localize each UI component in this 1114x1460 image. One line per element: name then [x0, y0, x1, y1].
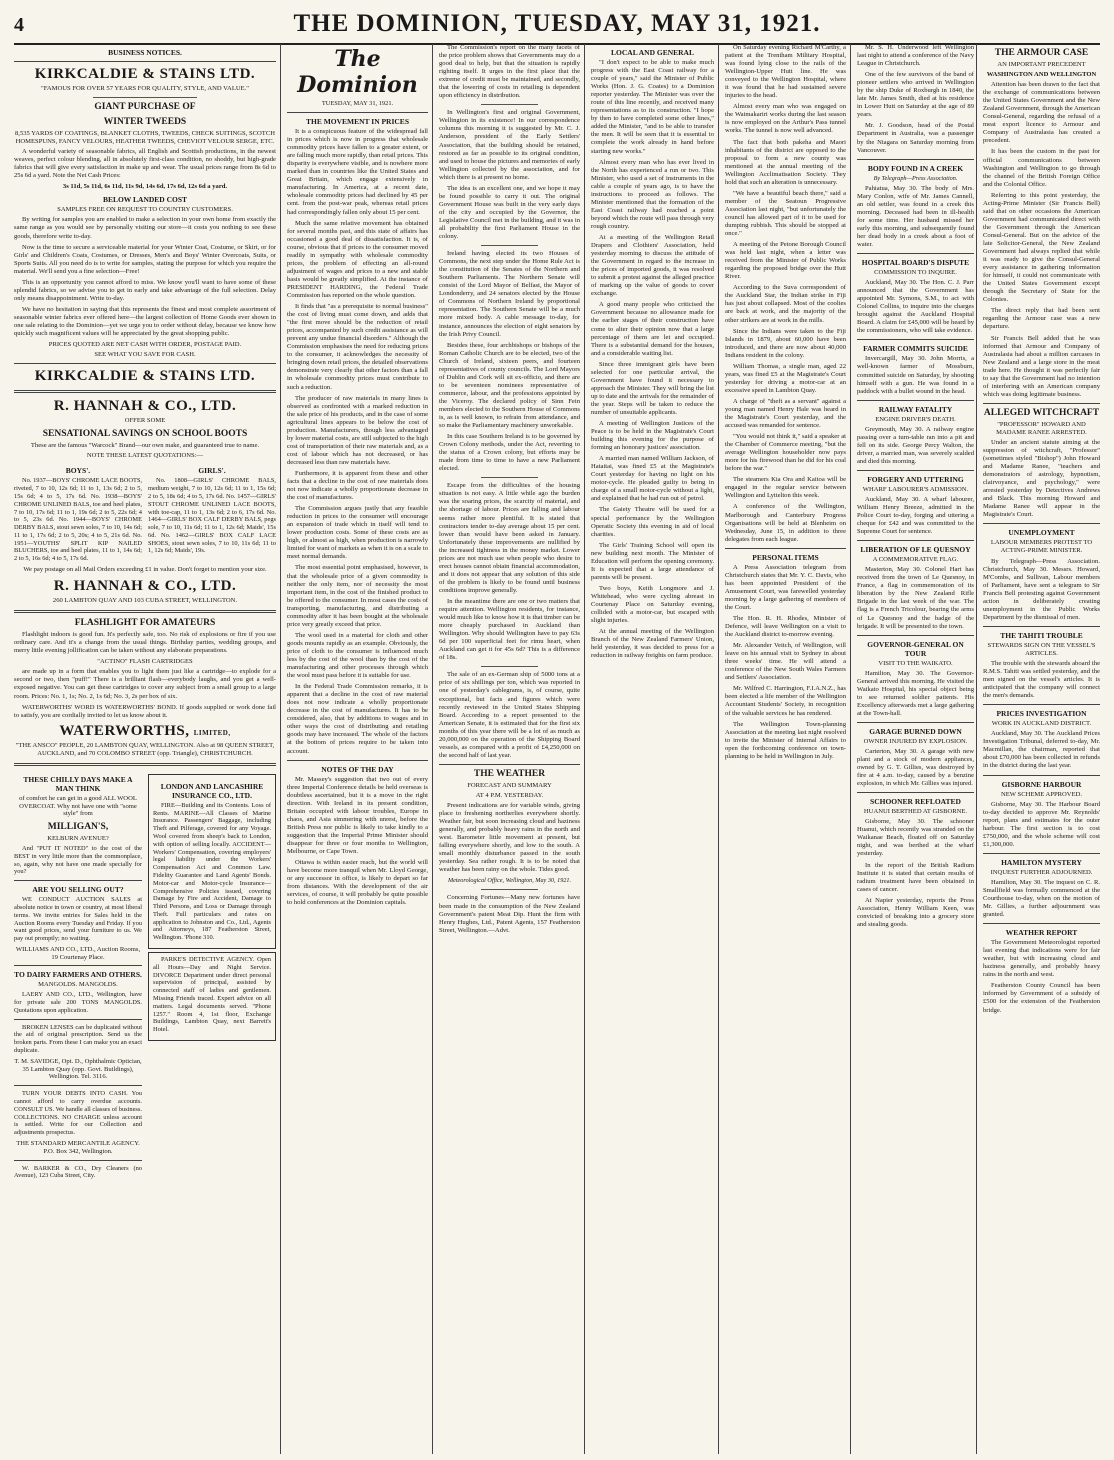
hannah-postage: We pay postage on all Mail Orders exceeding £1 in value. Don't forget to mention your size.: [23, 566, 267, 574]
milligan-title: MILLIGAN'S,: [47, 822, 109, 833]
ad-paragraph: Now is the time to secure a serviceable material for your Winter Coat, Costume, or Skirt, or for Girls' and Children's Coats, Costumes, or Dresses, Men's and Boys' Winter Overcoats, Suits, or Sports Suits. All you need do is to write for samples, stating the purpose for which you require the material. We'll send you a fine selection—Free!: [14, 243, 276, 275]
hannah-intro: These are the famous "Warcock" Brand—our own make, and guaranteed true to name.: [30, 442, 260, 450]
ad-paragraph: Flashlight indoors is good fun. It's perfectly safe, too. No risk of explosions or fire if you use ordinary care. And it's a change from the usual things. Birthday parties, wedding groups, and merry little evening jollification can be taken without any elaborate preparations.: [14, 631, 276, 655]
editorial-column: The Commission's report on the many facets of the price problem shows that Governments may do a good deal to help, but that the situation is rapidly righting itself. It urges in the first place that the extreme of credit must be maintained, and secondly, that the lowering of costs in retailing is dependent upon efficiency in distribution. In Wellington's first and original Government, Wellington in its existence! In our correspondence columns this morning it is suggested by Mr. C. J. Anderson, president of the Early Settlers' Association, that the building should be retained, restored as far as possible to its original condition, and used to house the pictures and memories of early Wellington collected by the association, and for which there is at present no home. The idea is an excellent one, and we hope it may be found possible to carry it out. The original Government House was built in the very early days of the city and occupied by the Governor, the Legislative Council met in the building, and it was in all probability the first Parliament House in the colony. Ireland having elected its two Houses of Commons, the next step under the Home Rule Act is the constitution of the Senates of the Northern and Southern Parliaments. The Northern Senate will consist of the Lord Mayor of Belfast, the Mayor of Londonderry, and 24 senators elected by the House of Commons of Northern Ireland by proportional representation. The Southern Senate will be a much more mixed body. A cable message to-day, for instance, announces the election of eight senators by the Irish Privy Council. Besides these, four archbishops or bishops of the Roman Catholic Church are to be elected, two of the Church of Ireland, sixteen peers, and fourteen representatives of county councils. The Lord Mayors of Dublin and Cork will sit ex-officio, and there are to be seventeen nominees representative of commerce, labour, and the professions appointed by the Viceroy. The declared policy of Sinn Fein members elected to the Southern House of Commons is, as is well known, to refrain from attendance, and so make the Parliamentary machinery unworkable. In this case Southern Ireland is to be governed by Crown Colony methods, under the Act, reverting to the status of a Crown colony, but efforts may be made from time to time to have a new Parliament elected. Escape from the difficulties of the housing situation is not easy. A little while ago the burden was the soaring prices, the scarcity of material, and the shortage of labour. Prices are falling and labour seems rather more plentiful. It is stated that contractors tender to-day average about 15 per cent. lower than would have been asked in January. Unfortunately these improvements are nullified by the increased tightness in the money market. Lower prices are not much use when people who desire to erect houses cannot obtain financial accommodation, and it does not appear that any solution of this side of the problem is likely to be found until business conditions improve generally. In the meantime there are one or two matters that require attention. Wellington residents, for instance, would much like to know how it is that timber can be more cheaply purchased in Auckland than Wellington. Why should Wellington have to pay 63s 6d per 100 superficial feet for rimu heart, when Auckland can get it for 45s 6d? This is a difference of 18s. The sale of an ex-German ship of 5000 tons at a price of six shillings per ton, which was reported in one of yesterday's cablegrams, is, of course, quite exceptional, but facts and figures which were recently reviewed in the United States Shipping Board. According to a report presented to the American Senate, it is estimated that for the first six months of this year there will be a lot of as much as 20,000,000 on the operation of the Shipping Board vessels, as compared with a profit of £4,250,000 on the second half of last year. THE WEATHER FORECAST AND SUMMARY AT 4 P.M. YESTERDAY. Present indications are for variable winds, giving place to freshening northerlies everywhere shortly. Weather fair, but soon increasing cloud and haziness generally, and probably heavy rains in the north and west. Barometer little movement at present, but falling everywhere shortly, and low to the south. A small monthly disturbance passed in the south yesterday. Sea rather rough. It is to be noted that weather has been rainy on the whole. Tides good. Meteorological Office, Wellington, May 30, 1921. Concerning Fortunes—Many new fortunes have been made in the consumption of the New Zealand Government's patent Meat Dip. Hunt the firm with Henry Hughes, Ltd., Patent Agents, 157 Featherston Street, Wellington.—Advt.: [432, 44, 580, 1454]
prices-investigation-heading: PRICES INVESTIGATION: [996, 709, 1087, 719]
masthead: [14, 10, 1100, 45]
page-number: 4: [14, 14, 24, 36]
garage-heading: GARAGE BURNED DOWN: [869, 726, 962, 736]
kirkcaldie-footer: KIRKCALDIE & STAINS LTD.: [34, 368, 256, 385]
boot-price-lists: [14, 462, 276, 566]
right-column: THE ARMOUR CASE AN IMPORTANT PRECEDENT WASHINGTON AND WELLINGTON Attention has been drawn to the fact that the exchange of communications between the United States Government and the New Zealand Government, through the American Consul-General, regarding the refusal of a meat export licence to Armour and Company of Australasia has created a precedent. It has been the custom in the past for official communications between Washington and Wellington to go through the channel of the British Foreign Office and the Colonial Office. Referring to this point yesterday, the Acting-Prime Minister (Sir Francis Bell) said that on other occasions the American Government had communicated direct with the Government through the American Consul-General. But on the advice of the late Solicitor-General, the New Zealand Government had always replied that while it was ready to give the Consul-General every assistance in gathering information for himself, it could not communicate with the United States Government except through the Secretary of State for the Colonies. The direct reply that had been sent regarding the Armour case was a new departure. Sir Francis Bell added that he was informed that Armour and Company of Australasia had about a million carcases in New Zealand and a large store in the meat trade here. He thought it was perfectly fair to say that the Government had no intention of interfering with an American company which was doing legitimate business. ALLEGED WITCHCRAFT "PROFESSOR" HOWARD AND MADAME RANEE ARRESTED. Under an ancient statute aiming at the suppression of witchcraft, "Professor" (sometimes styled "Bishop") John Howard and Madame Ranee, "teachers and demonstrators of astrology, hypnotism, clairvoyance, and psychology," were arrested yesterday by Detectives Andrews and Black. This morning Howard and Madame Ranee will appear in the Magistrate's Court. UNEMPLOYMENT LABOUR MEMBERS PROTEST TO ACTING-PRIME MINISTER. By Telegraph—Press Association. Christchurch, May 30. Messrs. Howard, M'Combs, and Sullivan, Labour members of Parliament, have sent a telegram to Sir Francis Bell protesting against Government action in deliberately creating unemployment in the Public Works Department by the dismissal of men. THE TAHITI TROUBLE STEWARDS SIGN ON THE VESSEL'S ARTICLES. The trouble with the stewards aboard the R.M.S. Tahiti was settled yesterday, and the men signed on the vessel's articles. It is anticipated that the company will connect the men's demands. PRICES INVESTIGATION WORK IN AUCKLAND DISTRICT. Auckland, May 30. The Auckland Prices Investigation Tribunal, deferred to-day, Mr. Macmillan, the chairman, reported that about £70,000 has been collected in refunds in the district during the last year. GISBORNE HARBOUR NEW SCHEME APPROVED. Gisborne, May 30. The Harbour Board to-day decided to approve Mr. Reynolds' report, plans and estimates for the outer harbour. The first section is to cost £750,000, and the whole scheme will cost £1,300,000. HAMILTON MYSTERY INQUEST FURTHER ADJOURNED. Hamilton, May 30. The inquest on C. R. Smallfield was formally commenced at the Courthouse to-day, when on the motion of Mr. Gillies, a further adjournment was granted. WEATHER REPORT The Government Meteorologist reported last evening that indications were for fair weather, but with increasing cloud and haziness generally, and probably heavy rains in the north and west. Featherston County Council has been informed by Government of a subsidy of £500 for the extension of the Featherston bridge.: [976, 44, 1100, 1454]
ad-paragraph: By writing for samples you are enabled to make a selection in your own home from exactly the same range as you would see by personally visiting our store—it costs you nothing to see these goods, therefore write to-day.: [14, 216, 276, 240]
kirkcaldie-slogan: "FAMOUS FOR OVER 57 YEARS FOR QUALITY, STYLE, AND VALUE.": [41, 85, 249, 92]
telegrams-column: Mr. S. H. Underwood left Wellington last night to attend a conference of the Navy League in Christchurch. One of the few survivors of the band of pioneer settlers who arrived in Wellington by the ship Duke of Roxburgh in 1840, the late Mr. James Smith, died at his residence in Lower Hutt on Saturday at the age of 89 years. Mr. J. Goodson, head of the Postal Department in Australia, was a passenger by the Niagara on Saturday morning from Vancouver. BODY FOUND IN A CREEK By Telegraph—Press Association. Pahiatua, May 30. The body of Mrs. Mary Conlon, wife of Mr. James Cannell, an old settler, was found in a creek this morning. Deceased had been in ill-health for some time. Her husband missed her early this morning, and subsequently found her dead body in a creek about a foot of water. HOSPITAL BOARD'S DISPUTE COMMISSION TO INQUIRE. Auckland, May 30. The Hon. C. J. Parr announced that the Government has appointed Mr. Symons, S.M., to act with Colonel Collins, to inquire into the charges brought against the Auckland Hospital Board. A claim for £45,000 will be heard by the commissioners, who will take evidence. FARMER COMMITS SUICIDE Invercargill, May 30. John Morris, a well-known farmer of Mossburn, committed suicide on Saturday, by shooting himself with a gun. He was found in a paddock with a bullet wound in the head. RAILWAY FATALITY ENGINE DRIVER'S DEATH. Greymouth, May 30. A railway engine passing over a turn-table ran into a pit and fell on its side. George Percy Walton, the driver, a married man, was severely scalded and died this morning. FORGERY AND UTTERING WHARF LABOURER'S ADMISSION. Auckland, May 30. A wharf labourer, William Henry Breeze, admitted in the Police Court to-day, forging and uttering a cheque for £42 and was committed to the Supreme Court for sentence. LIBERATION OF LE QUESNOY A COMMEMORATIVE FLAG. Masterton, May 30. Colonel Hart has received from the town of Le Quesnoy, in France, a flag in commemoration of its liberation by the New Zealand Rifle Brigade in the last week of the war. The flag is a French Tricolour, bearing the arms of Le Quesnoy and the badge of the brigade. It will be presented to the town. GOVERNOR-GENERAL ON TOUR VISIT TO THE WAIKATO. Hamilton, May 30. The Governor-General arrived this morning. He visited the Waikato Hospital, his special object being to see returned soldier patients. His Excellency afterwards met a large gathering at the Town-hall. GARAGE BURNED DOWN OWNER INJURED BY EXPLOSION. Carterton, May 30. A garage with new plant and a stock of modern appliances, owned by G. T. Gillies, was destroyed by fire at 4 a.m. to-day, caused by a benzine explosion, in which Mr. Gillies was injured. SCHOONER REFLOATED HUANUI BERTHED AT GISBORNE. Gisborne, May 30. The schooner Huanui, which recently was stranded on the Waikanae Beach, floated off on Saturday night, and was berthed at the wharf yesterday. In the report of the British Radium Institute it is stated that certain results of radium treatment have been obtained in cases of cancer. At Napier yesterday, reports the Press Association, Henry William Keen, was convicted of breaking into a grocery store and stealing goods.: [850, 44, 974, 1454]
personal-items-heading: PERSONAL ITEMS: [752, 552, 819, 562]
weather-heading: THE WEATHER: [473, 768, 546, 779]
dairy-heading: TO DAIRY FARMERS AND OTHERS.: [14, 970, 142, 980]
liberation-heading: LIBERATION OF LE QUESNOY: [860, 545, 971, 555]
weather-subheading: FORECAST AND SUMMARY: [467, 781, 552, 789]
kirkcaldie-title: KIRKCALDIE & STAINS LTD.: [34, 66, 256, 82]
advert-column: [14, 44, 276, 1454]
hannah-address: 260 LAMBTON QUAY AND 103 CUBA STREET, WELLINGTON.: [52, 597, 238, 605]
ad-paragraph: A wonderful variety of seasonable fabrics, all English and Scottish productions, in the newest weaves, perfect colour blending, all in absolutely first-class condition, no shoddy, but high-grade fabrics that will give every satisfaction in make up and wear. The usual prices range from 8s 6d to 25s 6d a yard. Note the Net Cash Prices:: [14, 148, 276, 180]
see-what-you-save: SEE WHAT YOU SAVE FOR CASH.: [94, 351, 196, 359]
hannah-note: NOTE THESE LATEST QUOTATIONS:—: [86, 452, 204, 460]
price-list: 3s 11d, 5s 11d, 6s 11d, 11s 9d, 14s 6d, 17s 6d, 12s 6d a yard.: [62, 183, 228, 191]
leader-heading: THE MOVEMENT IN PRICES: [305, 117, 409, 127]
ad-paragraph: WATERWORTHS' WORD IS WATERWORTHS' BOND. If goods supplied or work done fail to satisfy, you are cordially invited to let us know about it.: [14, 703, 276, 719]
waterworths-title: WATERWORTHS, LIMITED,: [59, 722, 231, 739]
winter-tweeds-heading: WINTER TWEEDS: [103, 117, 187, 128]
flash-subheading: "ACTINO" FLASH CARTRIDGES: [97, 658, 193, 666]
section-label: BUSINESS NOTICES.: [108, 48, 182, 57]
ad-paragraph: We have no hesitation in saying that this represents the finest and most complete assortment of seasonable winter fabrics ever offered here—the largest collection of Home Goods ever shown in one sale relating to the Dominion—yet we urge you to order without delay, because we know how quickly such magnificent values will be appreciated by the great shopping public.: [14, 305, 276, 338]
news-column: On Saturday evening Richard M'Carthy, a patient at the Trentham Military Hospital, was found lying close to the rails of the Wellington-Upper Hutt line. He was conveyed to the Wellington Hospital, where it was found that he had sustained severe injuries to the head. Almost every man who was engaged on the Waimakariri works during the last season is now employed on the Arthur's Pass tunnel works. The tunnel is now well advanced. The fact that both pakeha and Maori inhabitants of the district are opposed to the proposal to form a new county was mentioned at the annual meeting of the Wellington Acclimatisation Society. They hold that such an alteration is unnecessary. "We have a beautiful beach there," said a member of the Seatoun Progressive Association last night, "but unfortunately the council has allowed part of it to be used for dumping rubbish. This should be stopped at once." A meeting of the Petone Borough Council was held last night, when a letter was received from the Minister of Public Works regarding the proposed bridge over the Hutt River. According to the Suva correspondent of the Auckland Star, the Indian strike in Fiji has just about collapsed. Most of the coolies are back at work, and the majority of the other strikers are at work in the mills. Since the Indians were taken to the Fiji Islands in 1879, about 60,000 have been introduced, and there are now about 40,000 Indians resident in the colony. William Thomas, a single man, aged 22 years, was fined £5 at the Magistrate's Court yesterday for driving a motor-car at an excessive speed in Lambton Quay. A charge of "theft as a servant" against a young man named Henry Hale was heard in the Magistrate's Court yesterday, and the accused was remanded for sentence. "You would not think it," said a speaker at the Chamber of Commerce meeting, "but the average Wellington householder now pays more for his firewood than he did for his coal before the war." The steamers Kia Ora and Kaitoa will be engaged in the regular service between Wellington and Lyttelton this week. A conference of the Wellington, Marlborough and Canterbury Progress Organisations will be held at Blenheim on Wednesday, June 15, in addition to three delegates from each league. PERSONAL ITEMS A Press Association telegram from Christchurch states that Mr. Y. C. Davis, who has been appointed President of the Amusement Court, was farewelled yesterday morning by a large gathering of members of the Court. The Hon. R. H. Rhodes, Minister of Defence, will leave Wellington on a visit to the Auckland district to-morrow evening. Mr. Alexander Veitch, of Wellington, will leave on his annual visit to Sydney in about three weeks' time. He will attend a conference of the New South Wales Farmers and Settlers' Association. Mr. Wilfred C. Harrington, F.I.A.N.Z., has been elected a life member of the Wellington Accountant Students' Society, in recognition of the valuable services he has rendered. The Wellington Town-planning Association at the meeting last night resolved to invite the Minister of Internal Affairs to open the forthcoming conference on town-planning to be held in Wellington in July.: [718, 44, 846, 1454]
giant-heading: GIANT PURCHASE OF: [94, 102, 196, 113]
flashlight-heading: FLASHLIGHT FOR AMATEURS: [74, 618, 216, 629]
armour-heading: THE ARMOUR CASE: [994, 48, 1089, 58]
waterworths-address: "THE ANSCO" PEOPLE, 20 LAMBTON QUAY, WELLINGTON. Also at 98 QUEEN STREET, AUCKLAND, and 70 COLOMBO STREET (opp. Triangle), CHRISTCHURCH.: [15, 741, 275, 757]
railway-heading: RAILWAY FATALITY: [878, 404, 953, 414]
hamilton-heading: HAMILTON MYSTERY: [1001, 857, 1082, 867]
schooner-heading: SCHOONER REFLOATED: [870, 797, 961, 807]
girls-items: No. 1808—GIRLS' CHROME BALS, medium weight, 7 to 10, 12s 6d; 11 to 1, 15s 6d; 2 to 5, 18s 6d; 4 to 5, 17s 6d. No. 1457—GIRLS' STOUT CHROME UNLINED LACE BOOTS, with toe-cap, 11 to 1, 13s 6d; 2 to 6, 17s 6d. No. 1464—GIRLS' BOX CALF DERBY BALS, pegs sole, 7 to 10, 11s 6d; 11 to 1, 12s 6d; Maids', 15s 6d. No. 1462—GIRLS' BOX CALF LACE SHOES, stout sewn soles, 7 to 10, 11s 6d; 11 to 1, 12s 6d; Maids', 19s.: [148, 477, 276, 555]
forgery-heading: FORGERY AND UTTERING: [867, 474, 964, 484]
hannah-footer: R. HANNAH & CO., LTD.: [53, 578, 237, 595]
issue-date: TUESDAY, MAY 31, 1921.: [321, 100, 394, 107]
local-general-column: LOCAL AND GENERAL "I don't expect to be able to make much progress with the East Coast railway for a couple of years," said the Minister of Public Works (Hon. J. G. Coates) to a Dominion reporter yesterday. The Minister was over the route of this line recently, and received many representations as to its construction. "I hope by then to have completed some other lines," added the Minister, "and to be able to transfer the men. It will be seen that it is essential to complete the work already in hand before starting new works." Almost every man who has ever lived in the North has experienced a run or two. This Minister, who used a set of instruments in the cable a couple of years ago, is to have the instructions to proceed as follows. The Minister mentioned that the formation of the East Coast railway had reached a point beyond which the route will pass through very rough country. At a meeting of the Wellington Retail Drapers and Clothiers' Association, held yesterday morning to discuss the attitude of the Government in regard to the increase in the prices of imported goods, it was resolved to submit a protest against the alleged practice of marking up the value of goods to cover exchange. A good many people who criticised the Government because no allowance made for the earlier stages of their construction have come to alter their opinion now that a large percentage of them are let and occupied. There is a substantial demand for the houses, and a considerable waiting list. Since three immigrant girls have been selected for one particular arrival, the Government have found it necessary to approach the Minister. They will bring the list up to date and the arrivals for the remainder of the year. Steps will be taken to reduce the number of unsuitable applicants. A meeting of Wellington Justices of the Peace is to be held in the Magistrate's Court building this evening for the purpose of forming an honorary justices' association. A married man named William Jackson, of Hataitai, was fined £5 at the Magistrate's Court yesterday for having no light on his motor-cycle. He pleaded guilty to being in charge of a small motor-cycle without a light, and explained that he had run out of petrol. The Gaiety Theatre will be used for a special performance by the Wellington Operatic Society this evening in aid of local charities. The Girls' Training School will open its new building next month. The Minister of Education will perform the opening ceremony. It is expected that a large attendance of parents will be present. Two boys, Keith Longmore and J. Whitehead, who were cycling abreast in Courtenay Place on Saturday evening, collided with a motor-car, but escaped with slight injuries. At the annual meeting of the Wellington Branch of the New Zealand Farmers' Union, held yesterday, it was decided to press for a reduction in railway freights on farm produce.: [584, 44, 714, 1454]
tahiti-heading: THE TAHITI TROUBLE: [1000, 630, 1083, 640]
local-general-heading: LOCAL AND GENERAL: [611, 48, 694, 57]
leader-column: The Dominion TUESDAY, MAY 31, 1921. THE MOVEMENT IN PRICES It is a conspicuous feature of the widespread fall in prices which is now in progress that wholesale commodity prices have fallen to a greater extent, or are falling much more rapidly, than retail prices. This disparity is everywhere visible, and is nowhere more marked than in countries like the United States and Great Britain, which engage extensively in manufacturing. In America, at a recent date, wholesale commodity prices had declined by 45 per cent. from the post-war peak, whereas retail prices had correspondingly fallen only about 15 per cent. Much the same relative movement has obtained for several months past, and this state of affairs has occasioned a good deal of dissatisfaction. It is, of course, obvious that if prices to the consumer moved readily in sympathy with wholesale commodity prices, the problem of effecting an all-round adjustment of wages and prices to a new and stable basis would be greatly simplified. At the instance of PRESIDENT HARDING, the Federal Trade Commission has reported on the whole question. It finds that "as a prerequisite to normal business" the cost of living must come down, and adds that "the first move should be the reduction of retail prices, accompanied by such credit assistance as will prevent any undue financial disorders." Although the Commission emphasises the need for reducing prices to the consumer, it acknowledges the necessity of bringing down retail prices, the detailed observations demonstrate very clearly that other factors than a fall in wholesale commodity prices must contribute to such a reduction. The producer of raw materials in many lines is observed as confronted with a marked reduction in the sale price of his products, and in the case of some agricultural lines appears to be below the cost of production. Manufacturers, though less advantaged by lower material costs, are still subjected to the high cost of transportation of their raw materials and, as a cost of labour which has not decreased, or has decreased less than raw materials have. Furthermore, it is apparent from these and other facts that a decline in the cost of raw materials does not now indicate a wholly proportionate decrease in the cost of manufactures. The Commission argues justly that any feasible reduction in prices to the consumer will encourage an expansion of trade which in itself will tend to lower production costs. Some of these costs are as high, or almost as high, when production is narrowly limited for want of markets as when it is on a scale to meet normal demands. The most essential point emphasised, however, is that the wholesale price of a given commodity is neither the only item, nor of necessity the most important item, in the cost of the finished product to be offered to the consumer. In most cases the costs of transporting, manufacturing, and distributing a commodity after it has been bought at the wholesale price very greatly exceed that price. The wool used in a material for cloth and other goods mounts rapidly as an example. Obviously, the price of cloth to the consumer is influenced much less by the cost of the wool than by the cost of the manufacturing and other processes through which the wool must pass before it is suitable for use. In the Federal Trade Commission remarks, it is apparent that a decline in the cost of raw material does not now indicate a wholly proportionate decrease in the cost of manufactures. It has to be considered, also, that by additions to wages and in other ways the cost of distributing and retailing goods may have increased. The whole of the factors at the bottom of prices require to be taken into account. NOTES OF THE DAY Mr. Massey's suggestion that two out of every three Imperial Conference details be held overseas is doubtless ascertained, but it is a move in the right direction. With Ireland in its present condition, Britain occupied with labour troubles, Europe in chaos, and Asia simmering with unrest, before the British Press nor public is likely to take kindly to a suggestion that the Imperial Prime Minister should disappear for three or four months to Wellington, Melbourne, or Cape Town. Ottawa is within easier reach, but the world will have become more tranquil when Mr. Lloyd George, or any successor in office, is likely to depart so far from distances. With the development of the air services, of course, it will probably be quite possible to hold conferences at the Dominion capitals.: [280, 44, 428, 1454]
farmer-heading: FARMER COMMITS SUICIDE: [863, 344, 968, 354]
body-found-heading: BODY FOUND IN A CREEK: [867, 163, 964, 173]
boys-label: BOYS'.: [65, 466, 91, 476]
samples-note: SAMPLES FREE ON REQUEST TO COUNTRY CUSTOMERS.: [57, 206, 233, 214]
below-landed-cost: BELOW LANDED COST: [102, 195, 188, 205]
ad-paragraph: This is an opportunity you cannot afford to miss. We know you'll want to have some of these splendid fabrics, so we advise you to get in early and take advantage of the full selection. Delay only means disappointment. Write to-day.: [14, 278, 276, 302]
school-boots-heading: SENSATIONAL SAVINGS ON SCHOOL BOOTS: [42, 429, 248, 440]
unemployment-heading: UNEMPLOYMENT: [1008, 528, 1075, 538]
governor-heading: GOVERNOR-GENERAL ON TOUR: [867, 639, 964, 658]
ad-paragraph: are made up in a form that enables you to light them just like a cartridge—to explode for a second or two, then "puff!" There is a brilliant flash—everybody laughs, and you get a well-exposed negative. You can get these cartridges to cover any subject from a small group to a large room. Prices: No. 1, 1s; No. 2, 1s 6d; No. 3, 2s per box of six.: [14, 668, 276, 700]
hannah-title: R. HANNAH & CO., LTD.: [53, 398, 237, 415]
notes-heading: NOTES OF THE DAY: [321, 764, 394, 774]
hospital-heading: HOSPITAL BOARD'S DISPUTE: [861, 258, 970, 268]
postage-note: PRICES QUOTED ARE NET CASH WITH ORDER, POSTAGE PAID.: [48, 341, 242, 349]
detective-ad: PARKE'S DETECTIVE AGENCY. Open all Hours—Day and Night Service. DIVORCE Department under direct personal supervision of principal, assisted by connected staff of ladies and gentlemen. Missing Friends traced. Expert advice on all matters. Legal documents served. "Phone 1257." Room 4, 1st floor, Exchange Buildings, Lambton Quay, next Barrett's Hotel.: [148, 952, 276, 1041]
chilly-heading: THESE CHILLY DAYS MAKE A MAN THINK: [23, 774, 133, 793]
insurance-ad: LONDON AND LANCASHIRE INSURANCE CO., LTD. FIRE—Building and its Contents. Loss of Rents. MARINE—All Classes of Marine Insurance. Passengers' Baggage, including Theft and Pilferage, covered for any Voyage. Wool covered from sheep's back to London, with option of selling locally. ACCIDENT—Workers' Compensation, covering employers' legal liability under the Workers' Compensation Act and Common Law. Fidelity Guarantee and Land Agents' Bonds. Motor-car and Motor-cycle Insurance—Comprehensive Policies issued, covering Damage by Fire and Accident, Damage to Third Persons, and Loss or Damage through Theft. Full particulars and rates on application to Johnston and Co., Ltd., Agents and Attorneys, 187 Featherston Street, Wellington. 'Phone 310.: [148, 774, 276, 949]
selling-heading: ARE YOU SELLING OUT?: [32, 885, 124, 895]
witchcraft-heading: ALLEGED WITCHCRAFT: [983, 407, 1100, 418]
columns: [14, 44, 1100, 1454]
paper-title: The Dominion: [297, 46, 418, 98]
newspaper-title: THE DOMINION, TUESDAY, MAY 31, 1921.: [293, 10, 821, 37]
boys-items: No. 1937—BOYS' CHROME LACE BOOTS, riveted, 7 to 10, 12s 6d; 11 to 1, 13s 6d; 2 to 5, 15s 6d; 4 to 5, 17s 6d. No. 1938—BOYS' CHROME UNLINED BALS, toe and heel plates, 7 to 10, 17s 6d; 11 to 1, 19s 6d; 2 to 5, 22s 6d; 4 to 5, 23s 6d. No. 1944—BOYS' CHROME DERBY BALS, stout sewn soles, 7 to 10, 14s 6d; 11 to 1, 17s 6d; 2 to 5, 20s; 4 to 5, 21s 6d. No. 1951—YOUTHS' SPLIT KIP NAILED BLUCHERS, toe and heel plates, 11 to 1, 14s 6d; 2 to 5, 16s 6d; 4 to 5, 17s 6d.: [14, 477, 142, 563]
girls-label: GIRLS'.: [198, 466, 226, 476]
gisborne-heading: GISBORNE HARBOUR: [1001, 779, 1082, 789]
hannah-offer: OFFER SOME: [124, 417, 166, 425]
yardage-list: 8,535 YARDS OF COATINGS, BLANKET CLOTHS, TWEEDS, CHECK SUITINGS, SCOTCH HOMESPUNS, FANCY VELOURS, HEATHER TWEEDS, CHEVIOT VELOUR SERGE, ETC.: [15, 130, 275, 146]
weather-report-heading: WEATHER REPORT: [1005, 928, 1078, 938]
small-ads-row: THESE CHILLY DAYS MAKE A MAN THINK of comfort he can get in a good ALL WOOL OVERCOAT. Why not have one with "some style" from MILLIGAN'S, KELBURN AVENUE? And "PUT IT NOTED" to the cost of the BEST in very little more than the commonplace, so, again, why not have one made specially for you? ARE YOU SELLING OUT? WE CONDUCT AUCTION SALES at absolute notice in town or country, at most liberal terms. We invite entries for Sales held in the Auction Rooms every Tuesday and Friday. If you want good prices, send your furniture to us. We pay out promptly; no waiting. WILLIAMS AND CO., LTD., Auction Rooms, 19 Courtenay Place. TO DAIRY FARMERS AND OTHERS. MANGOLDS. MANGOLDS. LAERY AND CO., LTD., Wellington, have for private sale 200 TONS MANGOLDS. Quotations upon application. BROKEN LENSES can be duplicated without the aid of original prescription. Send us the broken parts. From these I can make you an exact duplicate. T. M. SAVIDGE, Opt. D., Ophthalmic Optician, 35 Lambton Quay (opp. Govt. Buildings), Wellington. Tel. 3116. TURN YOUR DEBTS INTO CASH. You cannot afford to carry overdue accounts. CONSULT US. We handle all classes of business. COLLECTIONS. NO CHARGE unless account is settled. Write for our Collection and adjustments prospectus. THE STANDARD MERCANTILE AGENCY. P.O. Box 342, Wellington. W. BARKER & CO., Dry Cleaners (no Avenue), 123 Cuba Street, City. LONDON AND LANCASHIRE INSURANCE CO., LTD. FIRE—Building and its Contents. Loss of Rents. MARINE—All Classes of Marine Insurance. Passengers' Baggage, including Theft and Pilferage, covered for any Voyage. Wool covered from sheep's back to London, with option of selling locally. ACCIDENT—Workers' Compensation, covering employers' legal liability under the Workers' Compensation Act and Common Law. Fidelity Guarantee and Land Agents' Bonds. Motor-car and Motor-cycle Insurance—Comprehensive Policies issued, covering Damage by Fire and Accident, Damage to Third Persons, and Loss or Damage through Theft. Full particulars and rates on application to Johnston and Co., Ltd., Agents and Attorneys, 187 Featherston Street, Wellington. 'Phone 310. PARKE'S DETECTIVE AGENCY. Open all Hours—Day and Night Service. DIVORCE Department under direct personal supervision of principal, assisted by connected staff of ladies and gentlemen. Missing Friends traced. Expert advice on all matters. Legal documents served. "Phone 1257." Room 4, 1st floor, Exchange Buildings, Lambton Quay, next Barrett's Hotel.: [14, 771, 276, 1183]
